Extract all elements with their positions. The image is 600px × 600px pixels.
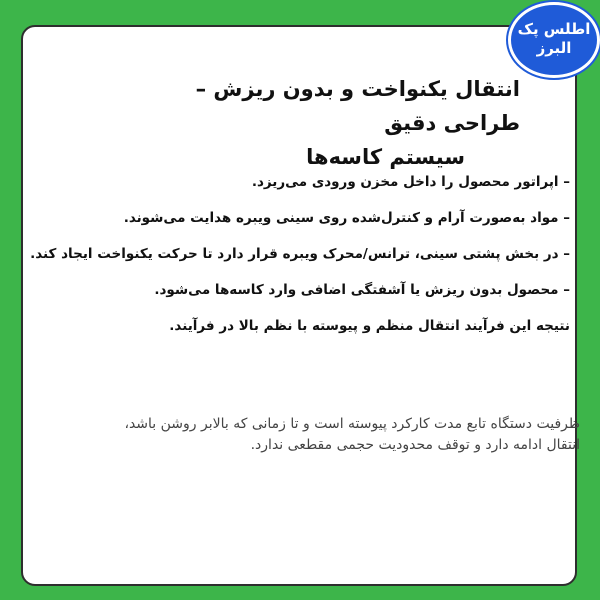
capacity-description-line-2: انتقال ادامه دارد و توقف محدودیت حجمی مقطعی ندارد.	[250, 437, 580, 453]
feature-item-1: – اپراتور محصول را داخل مخزن ورودی می‌ریزد.	[251, 174, 570, 190]
page-title-line-2: سیستم کاسه‌ها	[306, 145, 465, 169]
feature-item-4: – محصول بدون ریزش یا آشفتگی اضافی وارد کاسه‌ها می‌شود.	[154, 282, 570, 298]
page-title-line-1: انتقال یکنواخت و بدون ریزش – طراحی دقیق	[195, 77, 520, 135]
capacity-description-line-1: ظرفیت دستگاه تابع مدت کارکرد پیوسته است و تا زمانی که بالابر روشن باشد،	[124, 416, 580, 432]
brand-badge	[508, 2, 600, 78]
capacity-description	[26, 414, 580, 456]
page-title	[120, 72, 520, 174]
brand-badge-line-2: البرز	[536, 39, 572, 57]
brand-badge-line-1: اطلس پک	[517, 20, 591, 38]
feature-item-5: نتیجه این فرآیند انتقال منظم و پیوسته با نظم بالا در فرآیند.	[169, 318, 570, 334]
feature-item-2: – مواد به‌صورت آرام و کنترل‌شده روی سینی ویبره هدایت می‌شوند.	[123, 210, 570, 226]
feature-item-3: – در بخش پشتی سینی، ترانس/محرک ویبره قرار دارد تا حرکت یکنواخت ایجاد کند.	[30, 246, 570, 262]
feature-list	[30, 173, 570, 353]
